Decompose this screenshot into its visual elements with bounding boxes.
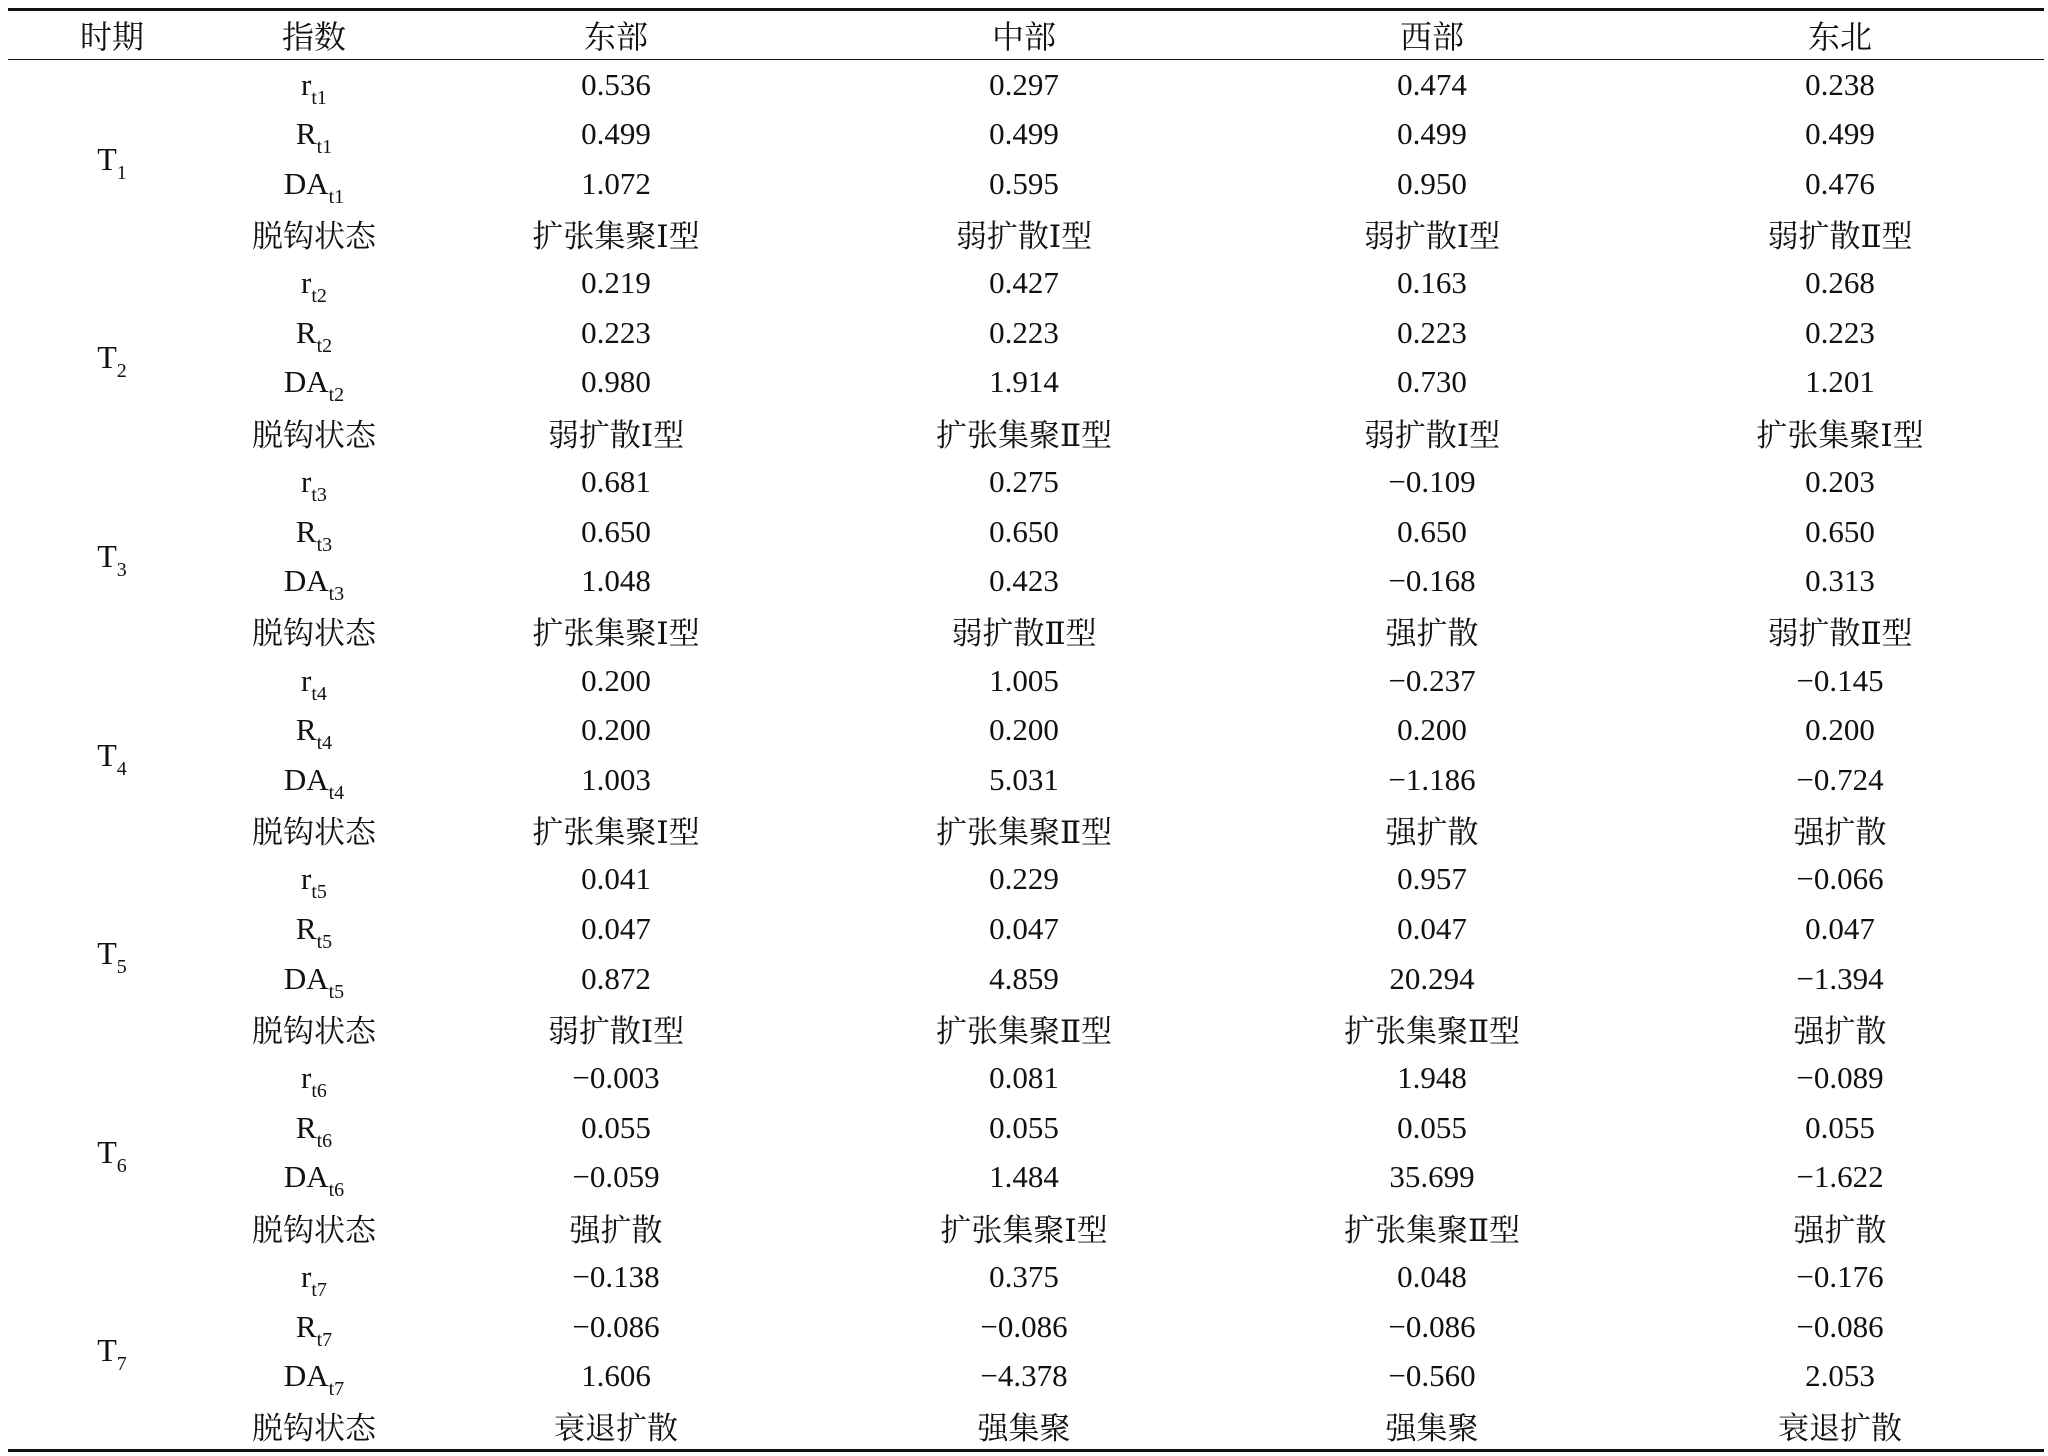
value-cell-east: −0.138 [572,1258,660,1294]
index-cell [216,1153,412,1203]
value-cell-west: 0.950 [1397,165,1467,201]
table-row [8,755,2044,805]
table-row [8,954,2044,1004]
value-cell-east: 0.499 [581,116,651,152]
value-cell-northeast: 强扩散 [1793,1212,1887,1248]
value-cell-west: 35.699 [1389,1159,1475,1195]
index-subscript: t2 [316,334,333,357]
index-name: r [301,1060,312,1096]
index-name: DA [283,1358,329,1394]
value-cell-northeast: 0.476 [1805,165,1875,201]
table-row [8,1153,2044,1203]
index-subscript: t3 [311,483,327,506]
value-cell-northeast: 0.650 [1805,513,1875,549]
header-row [8,10,2044,60]
index-cell [216,1202,412,1252]
index-cell [216,457,412,507]
value-cell-west: −0.086 [1388,1308,1476,1344]
index-subscript: t1 [311,86,327,109]
value-cell-east: 0.055 [581,1109,651,1145]
index-subscript: t7 [328,1378,345,1401]
table-row [8,457,2044,507]
period-subscript: 4 [116,757,127,780]
value-cell-west: 扩张集聚Ⅱ型 [1343,1013,1521,1049]
value-cell-east: 0.650 [581,513,651,549]
value-cell-east: 0.872 [581,960,651,996]
index-subscript: t5 [316,931,333,954]
table-row [8,407,2044,457]
index-cell [216,159,412,209]
table-row [8,904,2044,954]
period-label: T [97,537,117,574]
value-cell-east: 1.606 [581,1358,651,1394]
value-cell-northeast: 0.200 [1805,712,1875,748]
value-cell-central: 0.047 [989,911,1059,947]
value-cell-northeast: −0.089 [1796,1060,1884,1096]
value-cell-northeast: 1.201 [1805,364,1875,400]
value-cell-west: −1.186 [1388,761,1476,797]
table-row [8,308,2044,358]
value-cell-northeast: 0.238 [1805,66,1875,102]
header-index: 指数 [216,10,412,60]
value-cell-east: 衰退扩散 [412,1401,820,1451]
table-row [8,60,2044,110]
table-row [8,209,2044,259]
value-cell-northeast: 弱扩散Ⅱ型 [1767,218,1913,254]
value-cell-west: −0.237 [1388,662,1476,698]
period-subscript: 2 [116,360,127,383]
index-name: r [301,66,312,102]
value-cell-northeast: 0.223 [1805,314,1875,350]
index-name: R [295,1109,317,1145]
value-cell-northeast: −0.086 [1796,1308,1884,1344]
table-row [8,805,2044,855]
value-cell-east: 扩张集聚Ⅰ型 [532,616,700,652]
value-cell-east: 弱扩散Ⅰ型 [547,417,685,453]
table-row [8,1252,2044,1302]
value-cell-west: 强扩散 [1385,616,1479,652]
index-cell [216,656,412,706]
table-row [8,705,2044,755]
value-cell-east: 弱扩散Ⅰ型 [547,1013,685,1049]
value-cell-central: 扩张集聚Ⅱ型 [935,417,1113,453]
value-cell-northeast: −0.176 [1796,1258,1884,1294]
value-cell-west: 0.957 [1397,861,1467,897]
period-label: T [97,736,117,773]
index-name: R [295,911,317,947]
table-row [8,656,2044,706]
table-row [8,1053,2044,1103]
index-name: R [295,314,317,350]
index-name: R [295,116,317,152]
table-row [8,606,2044,656]
value-cell-east: 1.003 [581,761,651,797]
value-cell-east: 0.223 [581,314,651,350]
table-row [8,258,2044,308]
value-cell-east: 0.980 [581,364,651,400]
value-cell-northeast: 强扩散 [1793,1013,1887,1049]
index-name: DA [283,960,329,996]
index-subscript: t3 [328,583,345,606]
value-cell-northeast: −1.394 [1796,960,1884,996]
index-cell [216,109,412,159]
value-cell-east: 0.200 [581,662,651,698]
value-cell-east: 0.219 [581,265,651,301]
value-cell-east: −0.059 [572,1159,660,1195]
value-cell-northeast: 0.313 [1805,563,1875,599]
table-row [8,507,2044,557]
value-cell-east: 扩张集聚Ⅰ型 [532,218,700,254]
value-cell-west: 0.048 [1397,1258,1467,1294]
index-cell [216,904,412,954]
index-cell [216,1252,412,1302]
value-cell-central: 弱扩散Ⅰ型 [955,218,1093,254]
table-row [8,1202,2044,1252]
index-name: 脱钩状态 [252,218,376,254]
index-cell [216,507,412,557]
index-subscript: t3 [316,533,333,556]
period-cell [8,457,216,656]
period-subscript: 5 [116,956,127,979]
value-cell-east: 1.072 [581,165,651,201]
index-subscript: t5 [311,881,327,904]
index-cell [216,855,412,905]
index-cell [216,755,412,805]
value-cell-northeast: 衰退扩散 [1636,1401,2044,1451]
index-name: DA [283,165,329,201]
index-name: DA [283,1159,329,1195]
index-subscript: t7 [316,1328,333,1351]
index-cell [216,1302,412,1352]
index-name: r [301,265,312,301]
period-cell [8,258,216,457]
index-subscript: t6 [328,1179,345,1202]
value-cell-central: 0.055 [989,1109,1059,1145]
index-subscript: t1 [316,136,333,159]
table-row [8,556,2044,606]
value-cell-central: −0.086 [980,1308,1068,1344]
index-cell [216,954,412,1004]
value-cell-northeast: 0.499 [1805,116,1875,152]
index-name: r [301,1258,312,1294]
header-central: 中部 [820,10,1228,60]
decoupling-table [8,8,2044,1452]
value-cell-northeast: −0.724 [1796,761,1884,797]
index-cell [216,308,412,358]
period-subscript: 1 [116,161,127,184]
value-cell-west: 20.294 [1389,960,1475,996]
value-cell-northeast: 扩张集聚Ⅰ型 [1756,417,1924,453]
value-cell-east: 0.200 [581,712,651,748]
value-cell-central: 1.484 [989,1159,1059,1195]
table-row [8,358,2044,408]
value-cell-east: 0.681 [581,463,651,499]
index-name: 脱钩状态 [252,417,376,453]
value-cell-west: 扩张集聚Ⅱ型 [1343,1212,1521,1248]
index-cell [216,258,412,308]
table-row [8,1401,2044,1451]
index-subscript: t5 [328,980,345,1003]
value-cell-east: −0.003 [572,1060,660,1096]
value-cell-west: 0.055 [1397,1109,1467,1145]
period-label: T [97,1134,117,1171]
value-cell-west: 强扩散 [1385,815,1479,851]
index-cell [216,407,412,457]
value-cell-east: −0.086 [572,1308,660,1344]
period-label: T [97,140,117,177]
index-cell [216,1053,412,1103]
value-cell-west: 0.499 [1397,116,1467,152]
period-label: T [97,935,117,972]
header-northeast: 东北 [1636,10,2044,60]
value-cell-central: 0.499 [989,116,1059,152]
index-subscript: t2 [328,384,345,407]
value-cell-west: −0.109 [1388,463,1476,499]
period-subscript: 3 [116,558,127,581]
header-east: 东部 [412,10,820,60]
index-subscript: t4 [328,781,345,804]
index-subscript: t6 [316,1129,333,1152]
header-period: 时期 [8,10,216,60]
index-name: R [295,513,317,549]
index-cell [216,705,412,755]
period-label: T [97,1332,117,1369]
index-cell [216,60,412,110]
value-cell-west: 0.223 [1397,314,1467,350]
value-cell-central: 1.914 [989,364,1059,400]
table-header [8,10,2044,60]
value-cell-central: −4.378 [980,1358,1068,1394]
value-cell-central: 0.375 [989,1258,1059,1294]
value-cell-northeast: 0.055 [1805,1109,1875,1145]
index-name: r [301,861,312,897]
index-name: DA [283,563,329,599]
period-cell [8,855,216,1054]
value-cell-east: 0.041 [581,861,651,897]
value-cell-central: 0.427 [989,265,1059,301]
index-cell [216,358,412,408]
index-cell [216,209,412,259]
value-cell-central: 5.031 [989,761,1059,797]
table-body [8,60,2044,1451]
index-cell [216,1351,412,1401]
value-cell-west: 强集聚 [1228,1401,1636,1451]
index-name: DA [283,364,329,400]
index-name: 脱钩状态 [252,815,376,851]
index-name: 脱钩状态 [252,1410,376,1446]
table-row [8,1351,2044,1401]
index-name: 脱钩状态 [252,616,376,652]
value-cell-central: 0.229 [989,861,1059,897]
value-cell-central: 0.275 [989,463,1059,499]
period-subscript: 7 [116,1353,127,1376]
value-cell-west: −0.560 [1388,1358,1476,1394]
table-row [8,1103,2044,1153]
value-cell-northeast: −0.145 [1796,662,1884,698]
value-cell-west: 1.948 [1397,1060,1467,1096]
value-cell-northeast: 弱扩散Ⅱ型 [1767,616,1913,652]
value-cell-west: 0.650 [1397,513,1467,549]
value-cell-central: 扩张集聚Ⅱ型 [935,1013,1113,1049]
value-cell-northeast: 强扩散 [1793,815,1887,851]
index-subscript: t2 [311,285,327,308]
value-cell-west: 弱扩散Ⅰ型 [1363,417,1501,453]
period-label: T [97,339,117,376]
value-cell-central: 0.650 [989,513,1059,549]
value-cell-central: 4.859 [989,960,1059,996]
period-cell [8,60,216,259]
index-cell [216,1004,412,1054]
value-cell-west: 0.474 [1397,66,1467,102]
index-subscript: t4 [311,682,327,705]
value-cell-central: 扩张集聚Ⅱ型 [935,815,1113,851]
value-cell-central: 强集聚 [820,1401,1228,1451]
index-subscript: t6 [311,1080,327,1103]
table-row [8,855,2044,905]
table-row [8,1302,2044,1352]
value-cell-west: 0.730 [1397,364,1467,400]
index-name: 脱钩状态 [252,1013,376,1049]
value-cell-northeast: 0.203 [1805,463,1875,499]
period-cell [8,1053,216,1252]
value-cell-northeast: 2.053 [1805,1358,1875,1394]
value-cell-west: 0.047 [1397,911,1467,947]
index-cell [216,1401,412,1451]
value-cell-west: −0.168 [1388,563,1476,599]
value-cell-central: 0.081 [989,1060,1059,1096]
index-subscript: t4 [316,732,333,755]
index-subscript: t1 [328,185,345,208]
value-cell-east: 0.536 [581,66,651,102]
index-name: r [301,463,312,499]
value-cell-central: 扩张集聚Ⅰ型 [940,1212,1108,1248]
value-cell-west: 弱扩散Ⅰ型 [1363,218,1501,254]
index-cell [216,606,412,656]
value-cell-northeast: −0.066 [1796,861,1884,897]
value-cell-northeast: −1.622 [1796,1159,1884,1195]
index-name: R [295,712,317,748]
index-cell [216,1103,412,1153]
period-cell [8,1252,216,1451]
value-cell-central: 0.423 [989,563,1059,599]
value-cell-central: 0.297 [989,66,1059,102]
value-cell-east: 0.047 [581,911,651,947]
value-cell-central: 弱扩散Ⅱ型 [951,616,1097,652]
index-name: R [295,1308,317,1344]
value-cell-west: 0.200 [1397,712,1467,748]
index-name: 脱钩状态 [252,1212,376,1248]
table-row [8,1004,2044,1054]
value-cell-northeast: 0.268 [1805,265,1875,301]
value-cell-east: 强扩散 [569,1212,663,1248]
index-subscript: t7 [311,1278,327,1301]
value-cell-east: 扩张集聚Ⅰ型 [532,815,700,851]
index-name: DA [283,761,329,797]
index-cell [216,556,412,606]
value-cell-northeast: 0.047 [1805,911,1875,947]
period-cell [8,656,216,855]
index-cell [216,805,412,855]
value-cell-east: 1.048 [581,563,651,599]
value-cell-central: 0.595 [989,165,1059,201]
header-west: 西部 [1228,10,1636,60]
table-row [8,109,2044,159]
period-subscript: 6 [116,1155,127,1178]
value-cell-central: 0.200 [989,712,1059,748]
index-name: r [301,662,312,698]
value-cell-west: 0.163 [1397,265,1467,301]
value-cell-central: 1.005 [989,662,1059,698]
value-cell-central: 0.223 [989,314,1059,350]
table-row [8,159,2044,209]
